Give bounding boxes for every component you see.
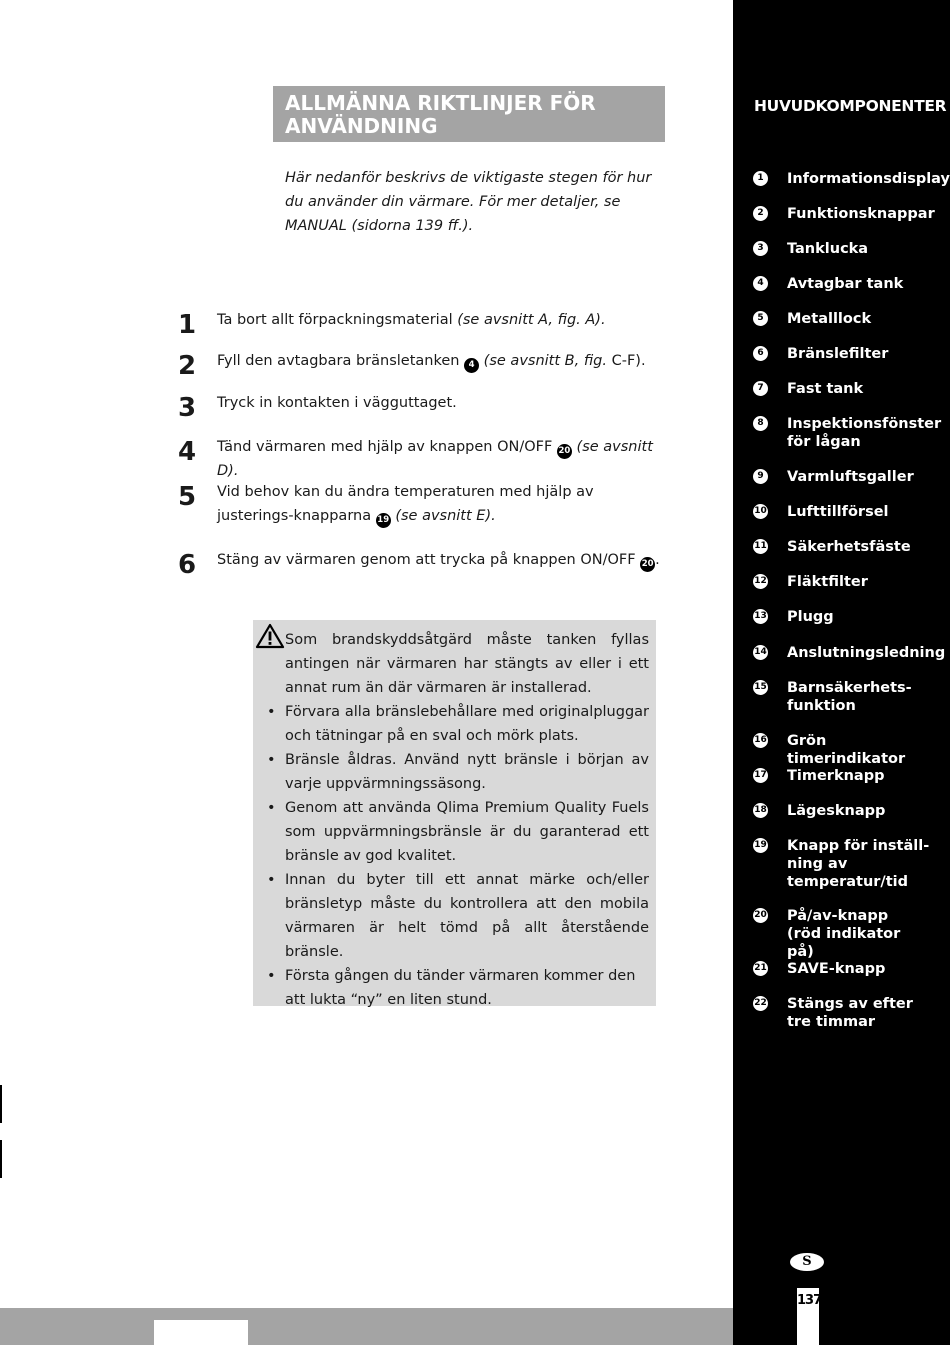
warning-text: Som brandskyddsåtgärd måste tanken fyllas antingen när värmaren har stängts av eller i ett annat rum än där värmaren är installerad. [285,632,649,696]
step-number: 4 [178,437,197,467]
sidebar-heading: HUVUDKOMPONENTER [754,97,947,115]
number-badge: 22 [753,996,768,1011]
list-item: • Förvara alla bränslebehållare med originalpluggar och tätningar på en sval och mörk plats. [267,704,649,744]
list-item: • Första gången du tänder värmaren kommer den att lukta “ny” en liten stund. [267,968,636,1008]
number-badge: 8 [753,416,768,431]
number-badge: 11 [753,539,768,554]
number-badge: 9 [753,469,768,484]
number-badge: 13 [753,609,768,624]
component-19-marker: 19 [376,513,391,528]
number-badge: 17 [753,768,768,783]
components-sidebar: HUVUDKOMPONENTER 1 Informationsdisplay 2 Funktionsknappar 3 Tanklucka 4 Avtagbar tank 5 Metalllock 6 Bränslefilter 7 Fast tank 8 Inspektionsfönster för lågan 9 Varmluftsgaller 10 Lufttillförsel 11 Säkerhetsfäste 12 Fläktfilter 13 Plugg 14 Anslutningsledning 15 Barnsäkerhets-funktion 16 Grön timerindikator 17 Timerknapp 18 Lägesknapp 19 Knapp för inställ-ning av temperatur/tid 20 På/av-knapp (röd indikator på) 21 SAVE-knapp 22 Stängs av efter tre timmar S 137 [733,0,950,1345]
number-badge: 1 [753,171,768,186]
number-badge: 21 [753,961,768,976]
number-badge: 7 [753,381,768,396]
intro-text: Här nedanför beskrivs de viktigaste stegen för hur du använder din värmare. För mer detaljer, se MANUAL (sidorna 139 ff.). [285,170,652,234]
step-number: 2 [178,351,197,381]
number-badge: 14 [753,645,768,660]
title-box [273,86,665,142]
number-badge: 19 [753,838,768,853]
step-number: 5 [178,482,197,512]
warning-box [253,620,656,1006]
number-badge: 3 [753,241,768,256]
list-item: • Innan du byter till ett annat märke och/eller bränsletyp måste du kontrollera att den mobila värmaren är helt tömd på allt återstående bränsle. [267,872,649,960]
step-text: Ta bort allt förpackningsmaterial (se avsnitt A, fig. A). [217,312,606,328]
number-badge: 12 [753,574,768,589]
component-20-marker: 20 [557,444,572,459]
step-number: 1 [178,310,197,340]
number-badge: 15 [753,680,768,695]
number-badge: 10 [753,504,768,519]
warning-bullets [267,700,649,1012]
number-badge: 16 [753,733,768,748]
number-badge: 18 [753,803,768,818]
step-text: Tryck in kontakten i vägguttaget. [217,395,457,411]
edge-mark [0,1085,2,1123]
step-text: Fyll den avtagbara bränsletanken 4 (se avsnitt B, fig. C-F). [217,349,667,373]
number-badge: 20 [753,908,768,923]
component-20-marker: 20 [640,557,655,572]
number-badge: 2 [753,206,768,221]
language-badge: S [790,1253,824,1271]
footer-bar [0,1308,733,1345]
warning-triangle-icon [255,623,285,649]
step-text: Tänd värmaren med hjälp av knappen ON/OFF 20 (se avsnitt D). [217,439,653,479]
component-4-marker: 4 [464,358,479,373]
step-text: Stäng av värmaren genom att trycka på knappen ON/OFF 20 . [217,548,667,572]
list-item: • Genom att använda Qlima Premium Quality Fuels som uppvärmningsbränsle är du garanterad ett bränsle av god kvalitet. [267,800,649,864]
list-item: • Bränsle åldras. Använd nytt bränsle i början av varje uppvärmningssäsong. [267,752,649,792]
number-badge: 4 [753,276,768,291]
step-number: 6 [178,550,197,580]
page-number: 137 [797,1288,819,1345]
footer-tab [154,1320,248,1345]
step-number: 3 [178,393,197,423]
step-text: Vid behov kan du ändra temperaturen med hjälp av justerings-knapparna 19 (se avsnitt E). [217,480,667,528]
edge-mark [0,1140,2,1178]
number-badge: 5 [753,311,768,326]
page-title: ALLMÄNNA RIKTLINJER FÖR ANVÄNDNING [285,91,596,138]
number-badge: 6 [753,346,768,361]
